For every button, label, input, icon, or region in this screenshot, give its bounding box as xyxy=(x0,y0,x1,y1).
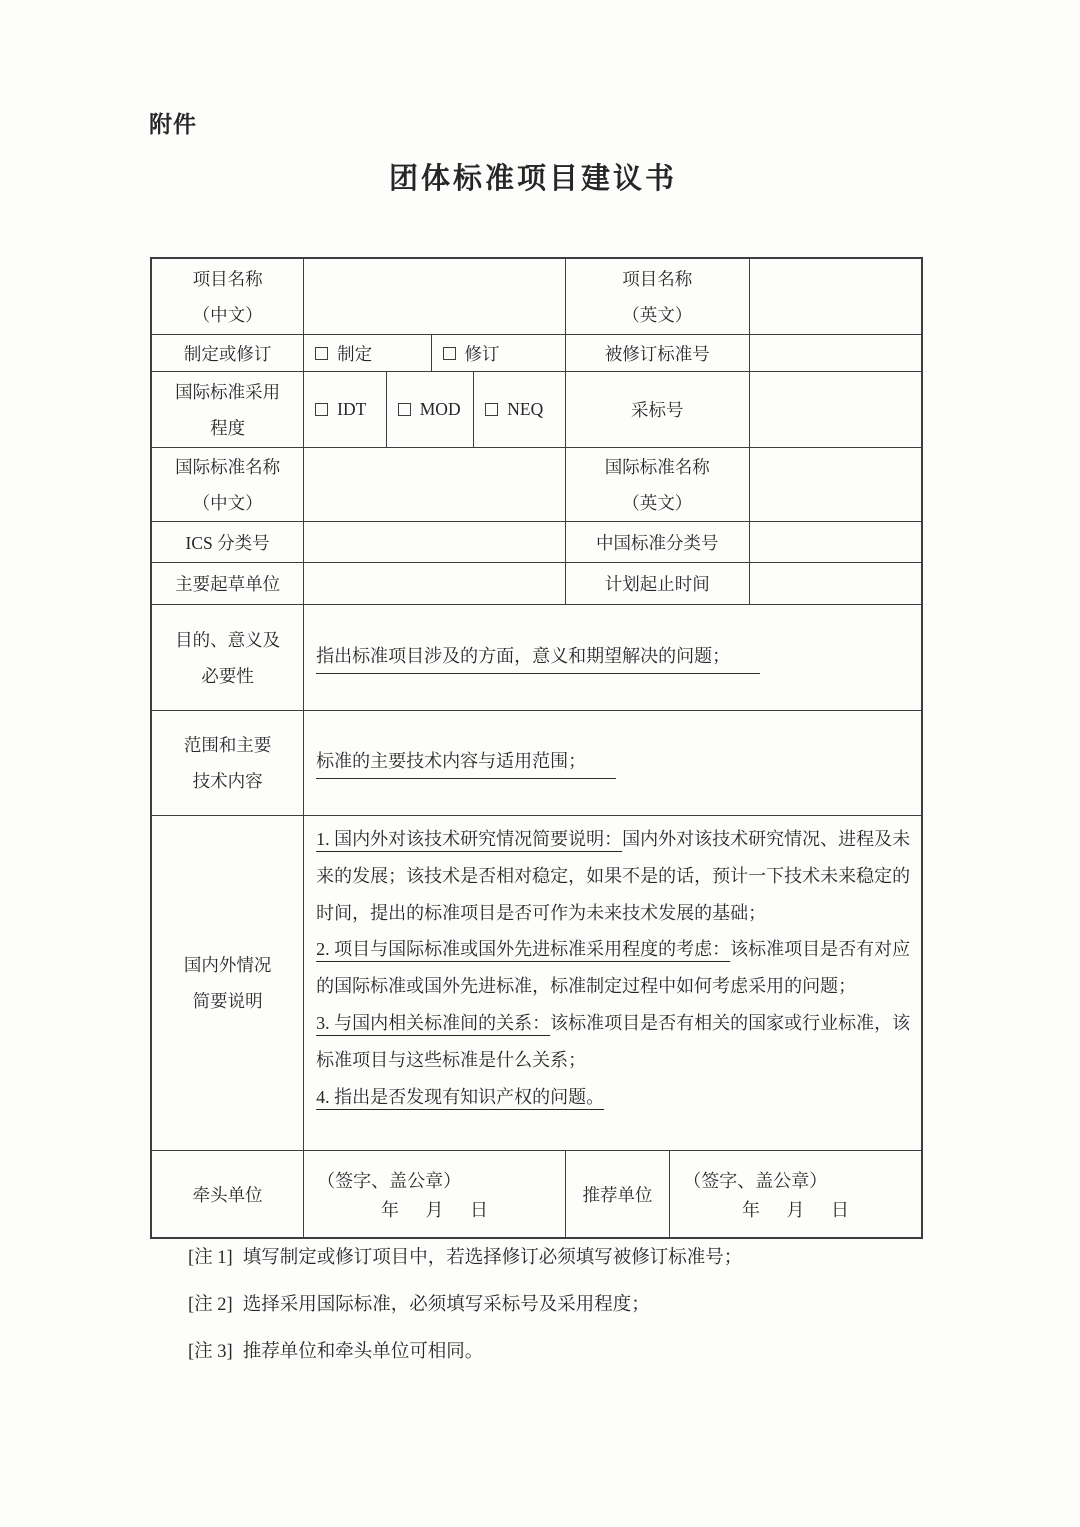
checkbox-icon xyxy=(398,403,411,416)
scope-label xyxy=(152,711,303,815)
label-line: 必要性 xyxy=(201,665,254,686)
notes-section xyxy=(188,1243,742,1384)
project-name-en-label xyxy=(565,259,749,334)
table-row xyxy=(152,710,921,815)
intl-name-en-label xyxy=(565,448,749,521)
lead-org-sign-area xyxy=(303,1151,565,1237)
drafting-org-value xyxy=(303,563,565,604)
checkbox-icon xyxy=(485,403,498,416)
table-row xyxy=(152,371,921,447)
overview-item-lead: 1. 国内外对该技术研究情况简要说明： xyxy=(316,829,623,849)
table-row xyxy=(152,259,921,334)
overview-item xyxy=(316,1079,913,1116)
cn-class-value xyxy=(749,522,921,562)
option-label: MOD xyxy=(419,399,461,419)
label-line: 国际标准名称 xyxy=(604,456,710,477)
ics-class-value xyxy=(303,522,565,562)
table-row xyxy=(152,1150,921,1237)
drafting-org-label xyxy=(152,563,303,604)
label-line: 目的、意义及 xyxy=(175,629,281,650)
date-hint: 年 月 日 xyxy=(742,1199,850,1220)
option-label: IDT xyxy=(337,399,367,419)
scope-hint: 标准的主要技术内容与适用范围； xyxy=(316,747,616,779)
cn-class-label xyxy=(565,522,749,562)
revised-std-no-value xyxy=(749,335,921,371)
lead-org-label xyxy=(152,1151,303,1237)
sign-hint: （签字、盖公章） xyxy=(317,1170,462,1191)
page-title: 团体标准项目建议书 xyxy=(388,163,677,195)
note-item xyxy=(188,1290,742,1316)
overview-item xyxy=(316,1005,913,1079)
table-row xyxy=(152,815,921,1150)
attachment-label: 附件 xyxy=(149,112,197,137)
overview-item-lead: 2. 项目与国际标准或国外先进标准采用程度的考虑： xyxy=(316,939,731,960)
adoption-no-value xyxy=(749,372,921,447)
label-text: 制定或修订 xyxy=(183,343,272,364)
option-label: NEQ xyxy=(507,399,544,419)
label-text: 推荐单位 xyxy=(582,1184,653,1205)
note-tag: [注 3] xyxy=(188,1342,233,1362)
date-hint: 年 月 日 xyxy=(380,1199,488,1220)
label-line: 简要说明 xyxy=(192,991,263,1011)
project-name-cn-value xyxy=(303,259,565,334)
label-line: 国际标准名称 xyxy=(175,456,281,477)
checkbox-icon xyxy=(443,347,456,360)
overview-item-rest: 该标准项目是否有相关的国家或行业标准，该标准项目与这些标准是什么关系； xyxy=(316,1012,911,1070)
proposal-form-table xyxy=(150,257,923,1239)
overview-content xyxy=(303,816,921,1150)
purpose-hint: 指出标准项目涉及的方面，意义和期望解决的问题； xyxy=(316,642,760,674)
label-text: ICS 分类号 xyxy=(185,532,270,553)
table-row xyxy=(152,447,921,521)
note-item xyxy=(188,1243,742,1269)
revise-option xyxy=(431,335,565,371)
recommend-org-label xyxy=(565,1151,669,1237)
label-line: 项目名称 xyxy=(192,268,263,289)
overview-item-rest: 国内外对该技术研究情况、进程及未来的发展；该技术是否相对稳定，如果不是的话，预计一下技术未来稳定的时间，提出的标准项目是否可作为未来技术发展的基础； xyxy=(316,829,911,923)
label-line: 国际标准采用 xyxy=(175,381,281,402)
mod-option xyxy=(386,372,474,447)
table-row xyxy=(152,334,921,371)
overview-item-rest: 该标准项目是否有对应的国际标准或国外先进标准，标准制定过程中如何考虑采用的问题； xyxy=(316,939,911,997)
label-line: 项目名称 xyxy=(622,268,693,289)
label-line: （英文） xyxy=(622,492,693,513)
note-tag: [注 2] xyxy=(188,1295,233,1315)
note-text: 填写制定或修订项目中，若选择修订必须填写被修订标准号； xyxy=(242,1248,743,1268)
label-line: 技术内容 xyxy=(192,771,263,791)
checkbox-icon xyxy=(315,347,328,360)
project-name-cn-label xyxy=(152,259,303,334)
note-item xyxy=(188,1337,742,1363)
note-tag: [注 1] xyxy=(188,1248,233,1268)
purpose-label xyxy=(152,605,303,710)
scope-hint-cell xyxy=(303,711,921,815)
project-name-en-value xyxy=(749,259,921,334)
purpose-hint-cell xyxy=(303,605,921,710)
note-text: 选择采用国际标准，必须填写采标号及采用程度； xyxy=(242,1295,650,1315)
label-line: （中文） xyxy=(192,304,263,325)
develop-option xyxy=(303,335,430,371)
recommend-org-sign-area xyxy=(669,1151,921,1237)
develop-revise-label xyxy=(152,335,303,371)
label-line: （英文） xyxy=(622,304,693,325)
table-row xyxy=(152,604,921,710)
overview-item xyxy=(316,931,913,1005)
ics-class-label xyxy=(152,522,303,562)
schedule-label xyxy=(565,563,749,604)
label-text: 计划起止时间 xyxy=(604,574,710,594)
overview-item xyxy=(316,821,913,931)
label-text: 中国标准分类号 xyxy=(596,532,719,553)
intl-name-en-value xyxy=(749,448,921,521)
intl-name-cn-label xyxy=(152,448,303,521)
note-text: 推荐单位和牵头单位可相同。 xyxy=(242,1342,484,1362)
label-line: 国内外情况 xyxy=(183,955,272,975)
table-row xyxy=(152,521,921,562)
intl-name-cn-value xyxy=(303,448,565,521)
checkbox-icon xyxy=(315,403,328,416)
intl-adoption-label xyxy=(152,372,303,447)
overview-label xyxy=(152,816,303,1150)
idt-option xyxy=(303,372,386,447)
label-text: 采标号 xyxy=(631,400,684,420)
overview-item-lead: 3. 与国内相关标准间的关系： xyxy=(316,1012,551,1033)
overview-item-lead: 4. 指出是否发现有知识产权的问题。 xyxy=(316,1086,605,1107)
label-text: 牵头单位 xyxy=(192,1184,263,1205)
sign-hint: （签字、盖公章） xyxy=(683,1170,828,1191)
label-line: （中文） xyxy=(192,492,263,513)
neq-option xyxy=(473,372,565,447)
option-label: 修订 xyxy=(464,343,500,364)
schedule-value xyxy=(749,563,921,604)
label-text: 被修订标准号 xyxy=(604,343,710,364)
label-line: 范围和主要 xyxy=(183,735,272,755)
label-text: 主要起草单位 xyxy=(175,574,281,594)
label-line: 程度 xyxy=(210,417,246,438)
table-row xyxy=(152,562,921,604)
adoption-no-label xyxy=(565,372,749,447)
option-label: 制定 xyxy=(337,343,373,364)
revised-std-no-label xyxy=(565,335,749,371)
